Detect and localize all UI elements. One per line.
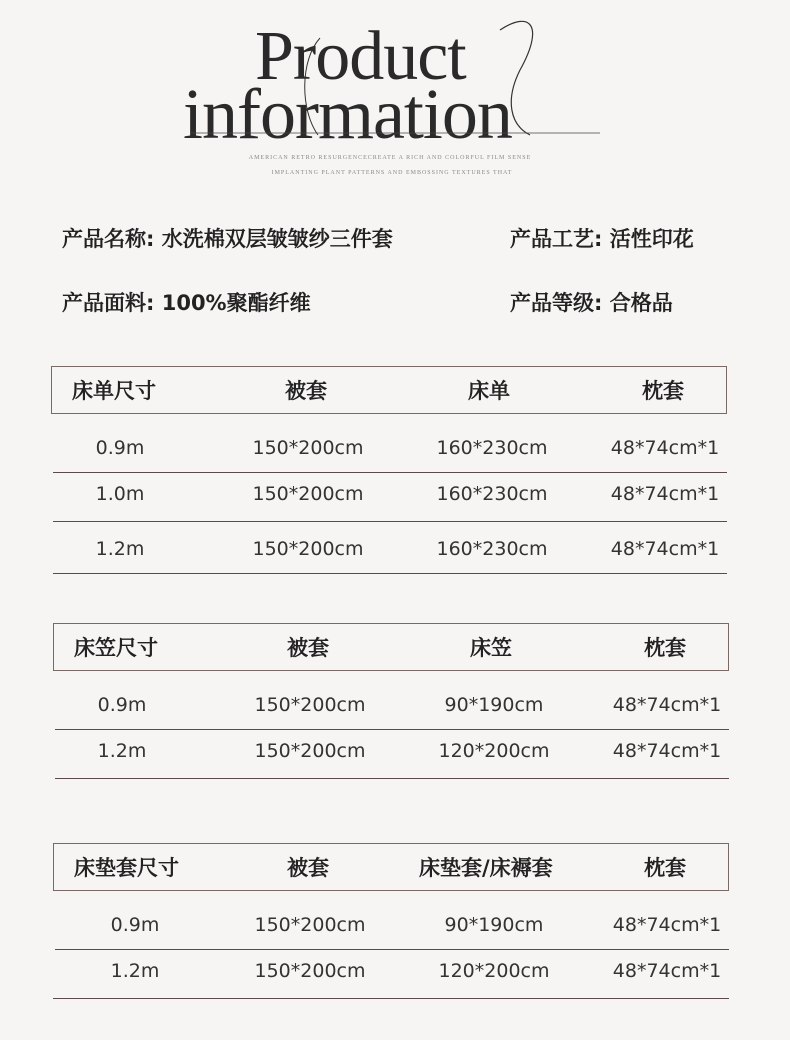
header-cell-pillowcase: 枕套 [642, 379, 684, 403]
table-header [51, 366, 727, 414]
table-cell: 150*200cm [252, 437, 364, 459]
table-cell: 150*200cm [254, 914, 366, 936]
table-cell: 120*200cm [438, 960, 550, 982]
table-cell: 90*190cm [444, 914, 544, 936]
header-cell-duvet: 被套 [287, 636, 329, 660]
header-cell-sheet: 床单 [468, 379, 510, 403]
row-divider [53, 573, 727, 574]
header-cell-duvet: 被套 [285, 379, 327, 403]
table-cell: 90*190cm [444, 694, 544, 716]
table-cell: 1.0m [95, 483, 145, 505]
page-title-line-2: information [183, 74, 512, 154]
header-cell-size: 床单尺寸 [72, 379, 156, 403]
table-cell: 160*230cm [436, 483, 548, 505]
table-cell: 48*74cm*1 [610, 437, 720, 459]
table-cell: 1.2m [97, 740, 147, 762]
table-cell: 1.2m [95, 538, 145, 560]
header-cell-duvet: 被套 [287, 856, 329, 880]
table-cell: 150*200cm [252, 538, 364, 560]
table-cell: 150*200cm [254, 960, 366, 982]
table-cell: 150*200cm [254, 694, 366, 716]
info-label: 产品等级: [510, 291, 603, 315]
info-product-craft [510, 223, 694, 253]
header-cell-size: 床笠尺寸 [74, 636, 158, 660]
row-divider [53, 998, 729, 999]
info-value: 水洗棉双层皱皱纱三件套 [161, 227, 393, 251]
header-banner [0, 0, 790, 190]
title-flourish [0, 0, 790, 190]
info-product-name [62, 223, 393, 253]
row-divider [55, 778, 729, 779]
page-title-line-1: Product [255, 18, 466, 95]
table-cell: 48*74cm*1 [612, 960, 722, 982]
table-cell: 48*74cm*1 [612, 740, 722, 762]
table-header [53, 843, 729, 891]
table-cell: 48*74cm*1 [610, 483, 720, 505]
table-cell: 0.9m [95, 437, 145, 459]
tagline-1: AMERICAN RETRO RESURGENCECREATE A RICH AND COLORFUL FILM SENSE [248, 155, 532, 161]
row-divider [55, 949, 729, 950]
header-cell-size: 床垫套尺寸 [74, 856, 179, 880]
table-cell: 160*230cm [436, 538, 548, 560]
table-cell: 48*74cm*1 [612, 694, 722, 716]
info-value: 合格品 [609, 291, 673, 315]
table-cell: 48*74cm*1 [612, 914, 722, 936]
info-value: 100%聚酯纤维 [161, 291, 311, 315]
info-product-grade [510, 287, 673, 317]
table-cell: 160*230cm [436, 437, 548, 459]
table-header [53, 623, 729, 671]
table-cell: 150*200cm [254, 740, 366, 762]
row-divider [55, 729, 729, 730]
row-divider [53, 521, 727, 522]
header-cell-mattress-cover: 床垫套/床褥套 [419, 856, 553, 880]
info-value: 活性印花 [609, 227, 694, 251]
info-label: 产品工艺: [510, 227, 603, 251]
info-label: 产品名称: [62, 227, 155, 251]
tagline-2: IMPLANTING PLANT PATTERNS AND EMBOSSING TEXTURES THAT [271, 170, 513, 176]
table-cell: 48*74cm*1 [610, 538, 720, 560]
header-cell-fitted-sheet: 床笠 [470, 636, 512, 660]
table-cell: 0.9m [97, 694, 147, 716]
table-cell: 120*200cm [438, 740, 550, 762]
table-cell: 150*200cm [252, 483, 364, 505]
table-cell: 1.2m [110, 960, 160, 982]
header-cell-pillowcase: 枕套 [644, 856, 686, 880]
info-product-fabric [62, 287, 311, 317]
info-label: 产品面料: [62, 291, 155, 315]
table-cell: 0.9m [110, 914, 160, 936]
row-divider [53, 472, 727, 473]
header-cell-pillowcase: 枕套 [644, 636, 686, 660]
